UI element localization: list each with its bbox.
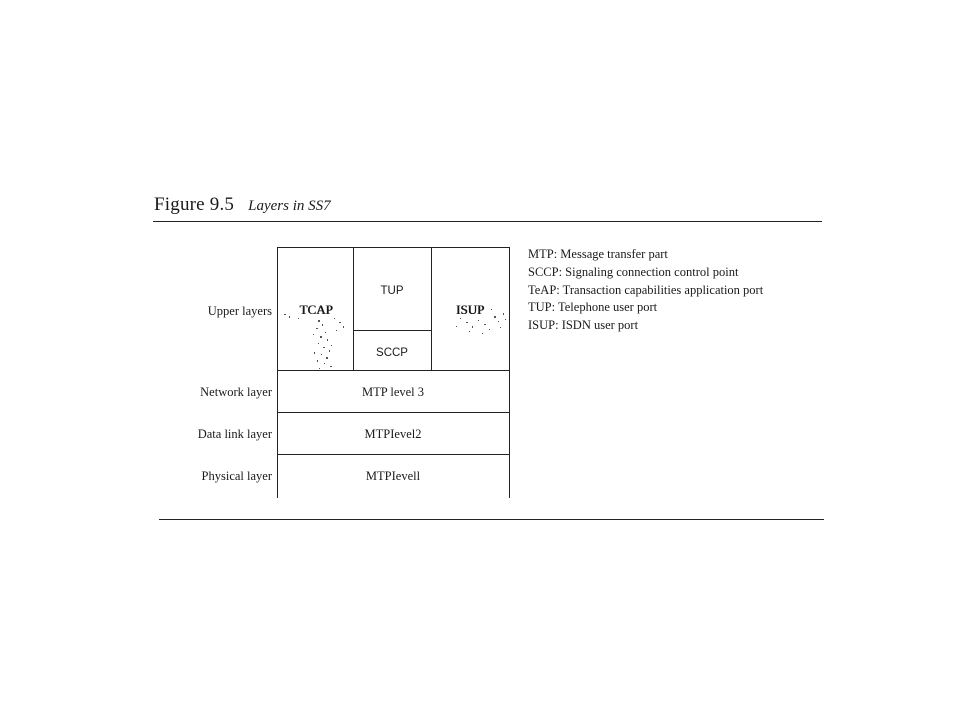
block-sccp: SCCP — [376, 347, 408, 359]
block-mtp-level-1: MTPIevell — [365, 469, 421, 483]
block-tcap: TCAP — [299, 302, 333, 317]
legend-item-isup: ISUP: ISDN user port — [528, 318, 639, 333]
bottom-rule — [159, 519, 824, 520]
legend-item-tup: TUP: Telephone user port — [528, 300, 658, 315]
layer-label-upper: Upper layers — [207, 304, 272, 318]
layer-label-physical: Physical layer — [201, 469, 272, 483]
legend — [528, 246, 763, 335]
layer-label-data-link: Data link layer — [197, 427, 272, 441]
legend-item-tcap: TeAP: Transaction capabilities application port — [528, 282, 764, 297]
legend-item-sccp: SCCP: Signaling connection control point — [528, 264, 739, 279]
layer-label-network: Network layer — [200, 385, 272, 399]
block-mtp-level-2: MTPIevel2 — [364, 427, 422, 441]
block-isup: ISUP — [455, 302, 485, 317]
block-tup: TUP — [380, 285, 404, 297]
figure-title: Layers in SS7 — [248, 198, 331, 214]
block-mtp-level-3: MTP level 3 — [361, 385, 425, 399]
legend-item-mtp: MTP: Message transfer part — [528, 247, 668, 261]
figure-number: Figure 9.5 — [154, 194, 235, 215]
